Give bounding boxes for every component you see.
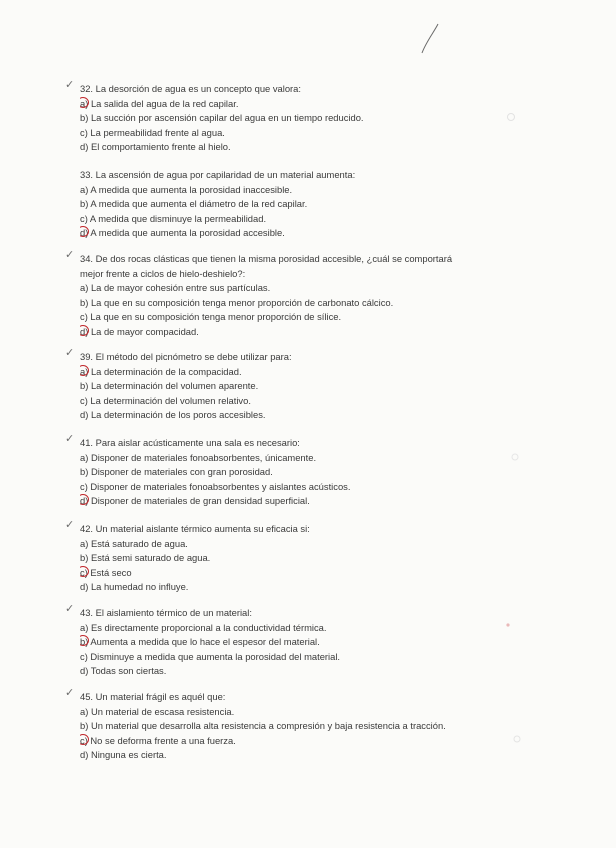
option-d: d) Ninguna es cierta. [80, 749, 167, 761]
option-a: a) Es directamente proporcional a la conductividad térmica. [80, 621, 327, 633]
question-title: 42. Un material aislante térmico aumenta su eficacia si: [80, 523, 310, 534]
answer-circle [80, 365, 89, 376]
question-43 [65, 603, 550, 679]
check-mark: ✓ [65, 687, 75, 699]
question-title: 32. La desorción de agua es un concepto que valora: [80, 83, 301, 94]
question-title: 45. Un material frágil es aquél que: [80, 691, 226, 702]
option-c: c) Disminuye a medida que aumenta la porosidad del material. [80, 650, 341, 662]
option-c: c) Disponer de materiales fonoabsorbentes y aislantes acústicos. [80, 480, 351, 492]
option-d: d) Todas son ciertas. [80, 665, 167, 677]
option-a: a) La de mayor cohesión entre sus partículas. [80, 282, 271, 294]
check-mark: ✓ [65, 79, 75, 91]
question-41 [65, 433, 550, 509]
option-b: b) A medida que aumenta el diámetro de la red capilar. [80, 198, 308, 210]
option-c: c) La que en su composición tenga menor proporción de sílice. [80, 311, 342, 323]
question-title: 33. La ascensión de agua por capilaridad de un material aumenta: [80, 169, 356, 180]
question-title: 41. Para aislar acústicamente una sala es necesario: [80, 437, 300, 448]
option-a: a) Disponer de materiales fonoabsorbentes, únicamente. [80, 451, 317, 463]
option-b: b) La succión por ascensión capilar del agua en un tiempo reducido. [80, 112, 364, 124]
option-d: d) El comportamiento frente al hielo. [80, 141, 231, 153]
question-34 [65, 249, 550, 340]
option-b: b) Aumenta a medida que lo hace el espesor del material. [80, 635, 550, 650]
question-42 [65, 519, 550, 595]
option-a: a) A medida que aumenta la porosidad inaccesible. [80, 183, 293, 195]
option-c: c) La determinación del volumen relativo. [80, 394, 251, 406]
option-b: b) Está semi saturado de agua. [80, 552, 211, 564]
option-a: a) Está saturado de agua. [80, 537, 188, 549]
check-mark: ✓ [65, 347, 75, 359]
option-c: c) La permeabilidad frente al agua. [80, 126, 225, 138]
option-d: d) La determinación de los poros accesibles. [80, 409, 266, 421]
option-d: d) La de mayor compacidad. [80, 325, 550, 340]
option-b: b) La determinación del volumen aparente. [80, 380, 259, 392]
answer-circle [80, 97, 89, 108]
question-33 [80, 168, 550, 241]
margin-smudge [512, 734, 522, 744]
margin-smudge [503, 620, 513, 630]
margin-smudge [510, 452, 520, 462]
option-b: b) La que en su composición tenga menor proporción de carbonato cálcico. [80, 296, 394, 308]
option-c: c) No se deforma frente a una fuerza. [80, 734, 550, 749]
check-mark: ✓ [65, 519, 75, 531]
check-mark: ✓ [65, 433, 75, 445]
question-title: 43. El aislamiento térmico de un material: [80, 607, 252, 618]
check-mark: ✓ [65, 249, 75, 261]
option-c: c) Está seco [80, 566, 550, 581]
question-45 [65, 687, 550, 763]
option-b: b) Un material que desarrolla alta resistencia a compresión y baja resistencia a tracción. [80, 720, 446, 732]
option-d: d) A medida que aumenta la porosidad accesible. [80, 226, 550, 241]
question-title: 39. El método del picnómetro se debe utilizar para: [80, 351, 292, 362]
question-title-cont: mejor frente a ciclos de hielo-deshielo?: [80, 267, 246, 279]
question-32 [65, 79, 550, 155]
check-mark: ✓ [65, 603, 75, 615]
option-a: a) La salida del agua de la red capilar. [80, 97, 550, 112]
question-title: 34. De dos rocas clásticas que tienen la misma porosidad accesible, ¿cuál se comportará [80, 253, 453, 264]
option-a: a) La determinación de la compacidad. [80, 365, 550, 380]
option-c: c) A medida que disminuye la permeabilidad. [80, 212, 267, 224]
question-39 [65, 347, 550, 423]
option-b: b) Disponer de materiales con gran porosidad. [80, 466, 273, 478]
option-a: a) Un material de escasa resistencia. [80, 705, 235, 717]
option-d: d) La humedad no influye. [80, 581, 189, 593]
pencil-slash-mark [418, 22, 442, 56]
margin-smudge [506, 112, 516, 122]
option-d: d) Disponer de materiales de gran densidad superficial. [80, 494, 550, 509]
